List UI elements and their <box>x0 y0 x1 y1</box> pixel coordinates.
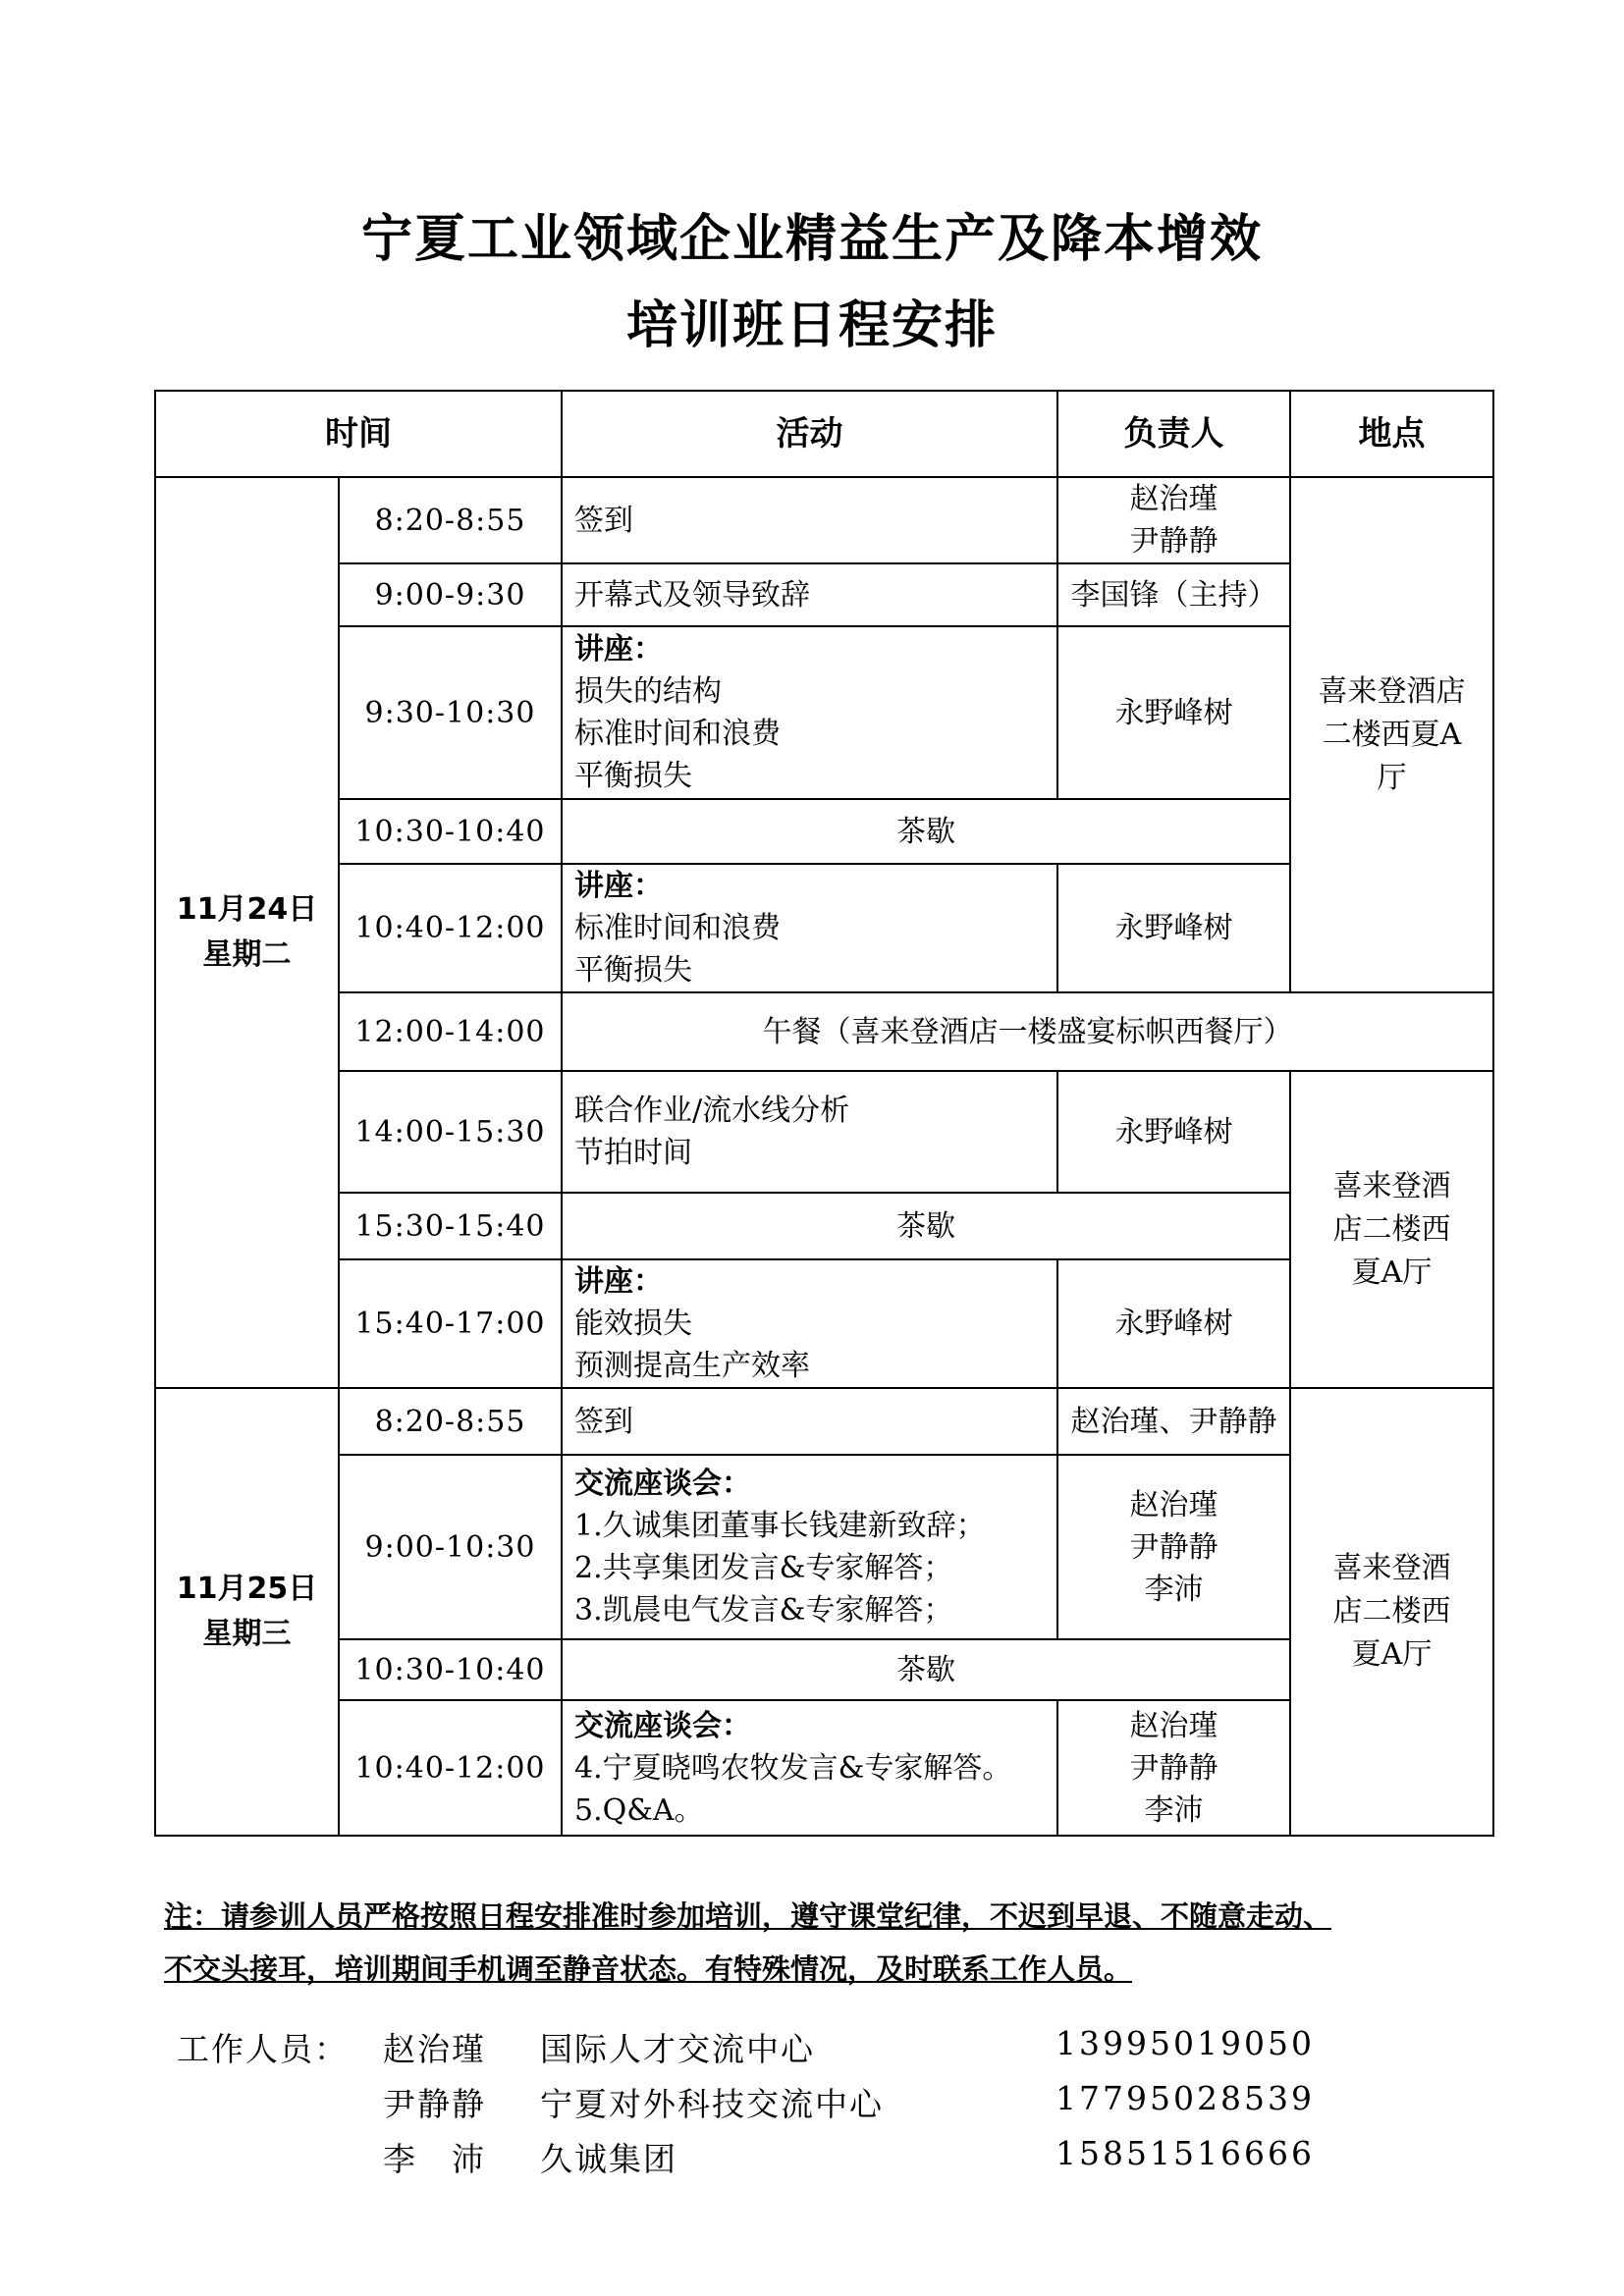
staff-org: 国际人才交流中心 <box>540 2030 815 2068</box>
activity-line: 2.共享集团发言&专家解答； <box>574 1551 953 1585</box>
activity-line: 标准时间和浪费 <box>574 717 781 751</box>
header-time: 时间 <box>155 391 562 477</box>
staff-phone: 17795028539 <box>1056 2079 1315 2117</box>
time-cell: 8:20-8:55 <box>339 477 562 563</box>
activity-heading: 交流座谈会： <box>574 1467 751 1501</box>
header-owner: 负责人 <box>1057 391 1290 477</box>
location-line: 喜来登酒店 <box>1318 673 1466 709</box>
activity-line: 平衡损失 <box>574 759 692 793</box>
activity-line: 签到 <box>574 1404 633 1439</box>
owner-name: 永野峰树 <box>1114 695 1233 730</box>
owner-cell <box>1057 1455 1290 1639</box>
time-cell: 10:30-10:40 <box>339 799 562 864</box>
schedule-table <box>154 390 1494 1837</box>
activity-cell <box>562 1700 1057 1836</box>
staff-name: 李 沛 <box>383 2140 486 2178</box>
activity-line: 4.宁夏晓鸣农牧发言&专家解答。 <box>574 1750 1012 1786</box>
owner-cell <box>1057 864 1290 992</box>
day2-weekday: 星期三 <box>202 1617 292 1651</box>
activity-line: 预测提高生产效率 <box>574 1349 810 1383</box>
owner-name: 永野峰树 <box>1114 911 1233 945</box>
activity-line: 5.Q&A。 <box>574 1792 704 1828</box>
document-title <box>0 196 1624 369</box>
owner-cell <box>1057 1071 1290 1193</box>
owner-cell <box>1057 1700 1290 1836</box>
activity-cell <box>562 1259 1057 1388</box>
activity-heading: 讲座： <box>574 1264 663 1299</box>
time-cell: 14:00-15:30 <box>339 1071 562 1193</box>
location-line: 店二楼西 <box>1332 1594 1451 1629</box>
activity-line: 3.凯晨电气发言&专家解答； <box>574 1593 953 1628</box>
attendance-note <box>164 1890 1529 1996</box>
location-line: 厅 <box>1377 760 1407 795</box>
owner-name: 赵治瑾、尹静静 <box>1070 1404 1277 1439</box>
activity-cell <box>562 1455 1057 1639</box>
table-row <box>155 992 1493 1071</box>
time-cell: 15:30-15:40 <box>339 1193 562 1259</box>
activity-heading: 交流座谈会： <box>574 1708 751 1743</box>
owner-name: 永野峰树 <box>1114 1307 1233 1341</box>
activity-heading: 讲座： <box>574 869 663 903</box>
day1-weekday: 星期二 <box>202 937 292 972</box>
activity-line: 开幕式及领导致辞 <box>574 577 810 613</box>
activity-line: 平衡损失 <box>574 953 692 988</box>
location-line: 二楼西夏A <box>1322 717 1462 752</box>
table-header-row <box>155 391 1493 477</box>
time-cell: 9:00-9:30 <box>339 563 562 626</box>
owner-cell <box>1057 477 1290 563</box>
owner-name: 永野峰树 <box>1114 1114 1233 1149</box>
activity-cell <box>562 563 1057 626</box>
title-line-2: 培训班日程安排 <box>625 296 998 355</box>
time-cell: 12:00-14:00 <box>339 992 562 1071</box>
time-cell: 9:00-10:30 <box>339 1455 562 1639</box>
merged-activity-cell: 茶歇 <box>562 799 1290 864</box>
owner-cell <box>1057 1388 1290 1455</box>
time-cell: 10:40-12:00 <box>339 1700 562 1836</box>
day1-date-cell <box>155 477 339 1388</box>
activity-line: 损失的结构 <box>574 674 722 709</box>
merged-activity-cell: 午餐（喜来登酒店一楼盛宴标帜西餐厅） <box>562 992 1493 1071</box>
activity-line: 标准时间和浪费 <box>574 911 781 945</box>
day1-afternoon-location <box>1290 1071 1493 1388</box>
owner-name: 赵治瑾 <box>1129 482 1218 516</box>
activity-heading: 讲座： <box>574 632 663 667</box>
owner-name: 赵治瑾 <box>1129 1708 1218 1743</box>
activity-line: 1.久诚集团董事长钱建新致辞； <box>574 1509 986 1543</box>
day2-date-cell <box>155 1388 339 1836</box>
location-line: 喜来登酒 <box>1332 1168 1451 1203</box>
owner-name: 尹静静 <box>1129 524 1218 559</box>
table-row <box>155 1071 1493 1193</box>
staff-name: 赵治瑾 <box>383 2030 486 2068</box>
owner-cell <box>1057 1259 1290 1388</box>
location-line: 店二楼西 <box>1332 1211 1451 1247</box>
owner-name: 赵治瑾 <box>1129 1487 1218 1522</box>
table-row <box>155 1388 1493 1455</box>
merged-activity-cell: 茶歇 <box>562 1639 1290 1700</box>
activity-cell <box>562 1388 1057 1455</box>
merged-activity-cell: 茶歇 <box>562 1193 1290 1259</box>
activity-line: 能效损失 <box>574 1307 692 1341</box>
staff-label: 工作人员： <box>177 2030 349 2068</box>
staff-org: 宁夏对外科技交流中心 <box>540 2085 884 2123</box>
time-cell: 9:30-10:30 <box>339 626 562 799</box>
activity-cell <box>562 626 1057 799</box>
activity-cell <box>562 864 1057 992</box>
activity-line: 签到 <box>574 503 633 538</box>
location-line: 夏A厅 <box>1351 1637 1433 1672</box>
owner-cell <box>1057 626 1290 799</box>
time-cell: 15:40-17:00 <box>339 1259 562 1388</box>
owner-name: 李国锋（主持） <box>1070 577 1277 613</box>
table-row <box>155 477 1493 563</box>
location-line: 喜来登酒 <box>1332 1551 1451 1585</box>
owner-cell <box>1057 563 1290 626</box>
day1-date: 11月24日 <box>176 892 318 927</box>
time-cell: 10:30-10:40 <box>339 1639 562 1700</box>
location-line: 夏A厅 <box>1351 1255 1433 1290</box>
day2-date: 11月25日 <box>176 1572 318 1606</box>
header-location: 地点 <box>1290 391 1493 477</box>
title-line-1: 宁夏工业领域企业精益生产及降本增效 <box>360 210 1263 269</box>
staff-org: 久诚集团 <box>540 2140 677 2178</box>
note-line-1: 注：请参训人员严格按照日程安排准时参加培训，遵守课堂纪律，不迟到早退、不随意走动、 <box>164 1899 1332 1933</box>
time-cell: 8:20-8:55 <box>339 1388 562 1455</box>
day1-morning-location <box>1290 477 1493 992</box>
activity-cell <box>562 1071 1057 1193</box>
activity-cell <box>562 477 1057 563</box>
owner-name: 尹静静 <box>1129 1750 1218 1786</box>
activity-line: 联合作业/流水线分析 <box>574 1094 850 1128</box>
owner-name: 尹静静 <box>1129 1529 1218 1565</box>
owner-name: 李沛 <box>1144 1792 1204 1828</box>
staff-phone: 15851516666 <box>1056 2134 1315 2172</box>
note-line-2: 不交头接耳，培训期间手机调至静音状态。有特殊情况，及时联系工作人员。 <box>164 1952 1133 1986</box>
time-cell: 10:40-12:00 <box>339 864 562 992</box>
day2-location <box>1290 1388 1493 1836</box>
activity-line: 节拍时间 <box>574 1136 692 1170</box>
header-activity: 活动 <box>562 391 1057 477</box>
staff-phone: 13995019050 <box>1056 2024 1315 2062</box>
staff-name: 尹静静 <box>383 2085 486 2123</box>
owner-name: 李沛 <box>1144 1572 1204 1607</box>
